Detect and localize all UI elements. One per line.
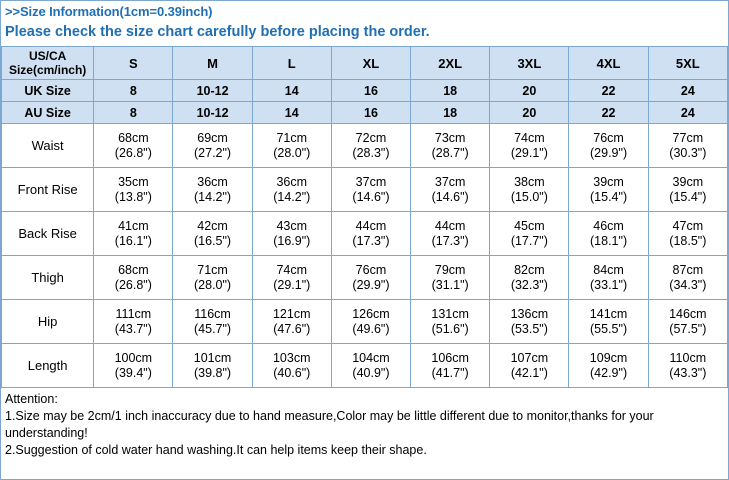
value-cm: 72cm <box>355 130 387 145</box>
column-header-m: M <box>173 47 252 80</box>
cell-uk-3xl: 20 <box>490 80 569 102</box>
value-inch: (26.8") <box>114 145 152 160</box>
cell-uk-l: 14 <box>252 80 331 102</box>
cell-thigh-4xl <box>569 256 648 300</box>
row-label-au-size: AU Size <box>2 102 94 124</box>
value-inch: (14.2") <box>273 189 311 204</box>
value-inch: (16.9") <box>273 233 311 248</box>
value-inch: (41.7") <box>431 365 469 380</box>
value-inch: (14.2") <box>194 189 232 204</box>
value-cm: 71cm <box>276 130 308 145</box>
table-row-thigh <box>2 256 728 300</box>
cell-uk-xl: 16 <box>331 80 410 102</box>
table-row-back-rise <box>2 212 728 256</box>
table-header-row <box>2 47 728 80</box>
value-cm: 45cm <box>514 218 545 233</box>
cell-length-m <box>173 344 252 388</box>
cell-uk-2xl: 18 <box>411 80 490 102</box>
value-inch: (15.4") <box>669 189 707 204</box>
cell-uk-s: 8 <box>94 80 173 102</box>
value-inch: (28.7") <box>431 145 469 160</box>
value-inch: (39.8") <box>194 365 232 380</box>
cell-back-rise-l <box>252 212 331 256</box>
value-inch: (13.8") <box>114 189 152 204</box>
value-inch: (43.7") <box>114 321 152 336</box>
value-inch: (57.5") <box>669 321 707 336</box>
column-header-2xl: 2XL <box>411 47 490 80</box>
cell-back-rise-5xl <box>648 212 727 256</box>
cell-waist-4xl <box>569 124 648 168</box>
cell-length-2xl <box>411 344 490 388</box>
header-label-line2: Size(cm/inch) <box>8 63 87 77</box>
cell-hip-3xl <box>490 300 569 344</box>
cell-au-l: 14 <box>252 102 331 124</box>
cell-length-xl <box>331 344 410 388</box>
cell-hip-5xl <box>648 300 727 344</box>
value-cm: 37cm <box>434 174 466 189</box>
value-cm: 107cm <box>510 350 549 365</box>
table-row-waist <box>2 124 728 168</box>
value-cm: 38cm <box>514 174 545 189</box>
cell-waist-5xl <box>648 124 727 168</box>
row-label-uk-size: UK Size <box>2 80 94 102</box>
cell-au-xl: 16 <box>331 102 410 124</box>
value-cm: 101cm <box>193 350 232 365</box>
cell-au-4xl: 22 <box>569 102 648 124</box>
value-inch: (18.5") <box>669 233 707 248</box>
value-cm: 136cm <box>510 306 549 321</box>
row-label-back-rise: Back Rise <box>2 212 94 256</box>
value-cm: 68cm <box>118 130 149 145</box>
value-inch: (17.7") <box>510 233 548 248</box>
cell-hip-m <box>173 300 252 344</box>
value-inch: (26.8") <box>114 277 152 292</box>
table-row-au-size <box>2 102 728 124</box>
value-cm: 146cm <box>669 306 707 321</box>
cell-thigh-s <box>94 256 173 300</box>
cell-front-rise-2xl <box>411 168 490 212</box>
value-inch: (16.5") <box>194 233 232 248</box>
value-inch: (16.1") <box>114 233 152 248</box>
value-cm: 42cm <box>197 218 228 233</box>
cell-thigh-l <box>252 256 331 300</box>
value-inch: (29.1") <box>510 145 548 160</box>
cell-length-4xl <box>569 344 648 388</box>
cell-back-rise-xl <box>331 212 410 256</box>
cell-back-rise-4xl <box>569 212 648 256</box>
value-cm: 39cm <box>593 174 624 189</box>
value-inch: (29.1") <box>273 277 311 292</box>
value-inch: (14.6") <box>352 189 390 204</box>
cell-au-s: 8 <box>94 102 173 124</box>
attention-line-2: 2.Suggestion of cold water hand washing.It can help items keep their shape. <box>5 443 427 457</box>
value-cm: 84cm <box>593 262 624 277</box>
cell-waist-m <box>173 124 252 168</box>
row-label-hip: Hip <box>2 300 94 344</box>
cell-hip-l <box>252 300 331 344</box>
value-cm: 109cm <box>589 350 628 365</box>
value-cm: 110cm <box>669 350 707 365</box>
value-cm: 74cm <box>276 262 308 277</box>
value-cm: 82cm <box>514 262 545 277</box>
value-cm: 73cm <box>434 130 466 145</box>
value-cm: 141cm <box>589 306 628 321</box>
row-label-front-rise: Front Rise <box>2 168 94 212</box>
value-cm: 103cm <box>272 350 311 365</box>
value-cm: 79cm <box>434 262 466 277</box>
cell-waist-xl <box>331 124 410 168</box>
value-cm: 46cm <box>593 218 624 233</box>
value-inch: (42.9") <box>590 365 628 380</box>
value-inch: (29.9") <box>590 145 628 160</box>
attention-title: Attention: <box>5 392 58 406</box>
value-cm: 106cm <box>431 350 469 365</box>
cell-uk-m: 10-12 <box>173 80 252 102</box>
row-label-waist: Waist <box>2 124 94 168</box>
table-row-uk-size <box>2 80 728 102</box>
row-label-thigh: Thigh <box>2 256 94 300</box>
header-label-line1: US/CA <box>28 49 67 63</box>
attention-line-1: 1.Size may be 2cm/1 inch inaccuracy due to hand measure,Color may be little different due to monitor,thanks for your understanding! <box>5 409 654 440</box>
value-cm: 36cm <box>276 174 308 189</box>
cell-length-s <box>94 344 173 388</box>
value-inch: (15.4") <box>590 189 628 204</box>
value-inch: (30.3") <box>669 145 707 160</box>
value-inch: (34.3") <box>669 277 707 292</box>
value-cm: 71cm <box>197 262 228 277</box>
table-row-front-rise <box>2 168 728 212</box>
value-inch: (28.0") <box>194 277 232 292</box>
value-cm: 68cm <box>118 262 149 277</box>
cell-thigh-m <box>173 256 252 300</box>
cell-waist-3xl <box>490 124 569 168</box>
cell-au-5xl: 24 <box>648 102 727 124</box>
value-cm: 35cm <box>118 174 149 189</box>
cell-thigh-xl <box>331 256 410 300</box>
cell-hip-s <box>94 300 173 344</box>
cell-thigh-2xl <box>411 256 490 300</box>
value-cm: 87cm <box>672 262 704 277</box>
value-cm: 39cm <box>672 174 704 189</box>
cell-hip-4xl <box>569 300 648 344</box>
value-inch: (29.9") <box>352 277 390 292</box>
cell-waist-l <box>252 124 331 168</box>
page-title: >>Size Information(1cm=0.39inch) <box>5 4 213 19</box>
cell-waist-2xl <box>411 124 490 168</box>
header-label-cell <box>2 47 94 80</box>
table-row-length <box>2 344 728 388</box>
value-inch: (28.0") <box>273 145 311 160</box>
value-cm: 126cm <box>352 306 390 321</box>
cell-front-rise-xl <box>331 168 410 212</box>
value-cm: 44cm <box>434 218 466 233</box>
value-inch: (51.6") <box>431 321 469 336</box>
value-inch: (31.1") <box>431 277 469 292</box>
cell-front-rise-s <box>94 168 173 212</box>
value-cm: 100cm <box>114 350 153 365</box>
value-cm: 121cm <box>272 306 311 321</box>
cell-front-rise-3xl <box>490 168 569 212</box>
cell-uk-4xl: 22 <box>569 80 648 102</box>
column-header-4xl: 4XL <box>569 47 648 80</box>
value-inch: (28.3") <box>352 145 390 160</box>
cell-front-rise-l <box>252 168 331 212</box>
cell-length-3xl <box>490 344 569 388</box>
value-inch: (15.0") <box>510 189 548 204</box>
value-inch: (42.1") <box>510 365 548 380</box>
value-inch: (39.4") <box>114 365 152 380</box>
value-inch: (27.2") <box>194 145 232 160</box>
value-inch: (43.3") <box>669 365 707 380</box>
cell-waist-s <box>94 124 173 168</box>
cell-length-5xl <box>648 344 727 388</box>
value-cm: 44cm <box>355 218 387 233</box>
column-header-xl: XL <box>331 47 410 80</box>
cell-back-rise-2xl <box>411 212 490 256</box>
cell-front-rise-4xl <box>569 168 648 212</box>
value-inch: (40.9") <box>352 365 390 380</box>
cell-back-rise-m <box>173 212 252 256</box>
size-chart-table <box>1 46 728 388</box>
value-inch: (45.7") <box>194 321 232 336</box>
table-row-hip <box>2 300 728 344</box>
value-inch: (33.1") <box>590 277 628 292</box>
cell-hip-2xl <box>411 300 490 344</box>
page-subtitle: Please check the size chart carefully before placing the order. <box>5 24 430 40</box>
value-cm: 74cm <box>514 130 545 145</box>
value-cm: 47cm <box>672 218 704 233</box>
value-cm: 111cm <box>115 306 152 321</box>
value-inch: (53.5") <box>510 321 548 336</box>
value-cm: 131cm <box>431 306 469 321</box>
value-cm: 76cm <box>593 130 624 145</box>
cell-front-rise-5xl <box>648 168 727 212</box>
cell-back-rise-3xl <box>490 212 569 256</box>
value-inch: (49.6") <box>352 321 390 336</box>
cell-au-3xl: 20 <box>490 102 569 124</box>
cell-au-2xl: 18 <box>411 102 490 124</box>
value-inch: (14.6") <box>431 189 469 204</box>
value-inch: (47.6") <box>273 321 311 336</box>
value-cm: 77cm <box>672 130 704 145</box>
value-inch: (18.1") <box>590 233 628 248</box>
value-cm: 104cm <box>352 350 390 365</box>
cell-thigh-3xl <box>490 256 569 300</box>
value-cm: 76cm <box>355 262 387 277</box>
value-inch: (17.3") <box>431 233 469 248</box>
value-inch: (17.3") <box>352 233 390 248</box>
column-header-l: L <box>252 47 331 80</box>
cell-front-rise-m <box>173 168 252 212</box>
value-cm: 41cm <box>118 218 149 233</box>
value-inch: (40.6") <box>273 365 311 380</box>
column-header-3xl: 3XL <box>490 47 569 80</box>
value-cm: 69cm <box>197 130 228 145</box>
value-cm: 36cm <box>197 174 228 189</box>
value-cm: 43cm <box>276 218 308 233</box>
column-header-5xl: 5XL <box>648 47 727 80</box>
cell-au-m: 10-12 <box>173 102 252 124</box>
value-inch: (32.3") <box>510 277 548 292</box>
cell-back-rise-s <box>94 212 173 256</box>
column-header-s: S <box>94 47 173 80</box>
cell-thigh-5xl <box>648 256 727 300</box>
attention-note <box>1 388 728 459</box>
cell-hip-xl <box>331 300 410 344</box>
value-cm: 37cm <box>355 174 387 189</box>
value-cm: 116cm <box>194 306 231 321</box>
cell-uk-5xl: 24 <box>648 80 727 102</box>
cell-length-l <box>252 344 331 388</box>
row-label-length: Length <box>2 344 94 388</box>
value-inch: (55.5") <box>590 321 628 336</box>
